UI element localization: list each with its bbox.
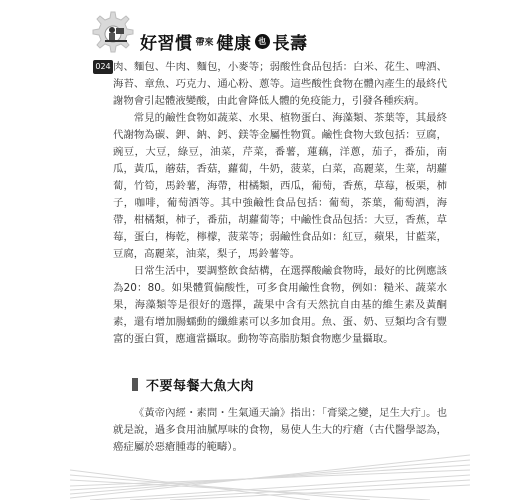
quote-paragraph: 《黃帝內經・素問・生氣通天論》指出：「膏粱之變，足生大疔」。也就是說，過多食用油膩厚味的食物，易使人生大的疔瘡（古代醫學認為，癌症屬於惡瘡腫毒的範疇）。	[113, 407, 447, 453]
header-title-part2: 健康	[216, 33, 252, 54]
page-number: 024	[93, 60, 113, 74]
running-header	[140, 30, 308, 52]
decorative-lines	[70, 450, 470, 500]
body-text	[113, 59, 447, 348]
paragraph-1: 肉、麵包、牛肉、麵包，小麥等；弱酸性食品包括：白米、花生、啤酒、海苔、章魚、巧克力、通心粉、蔥等。這些酸性食物在體內產生的最終代謝物會引起體液變酸，由此會降低人體的免疫能力，引發各種疾病。	[113, 61, 447, 107]
quote-text	[113, 405, 447, 456]
header-title-part1: 好習慣	[140, 33, 193, 54]
header-title-connector1: 帶來	[195, 37, 214, 48]
header-title-part3: 長壽	[272, 33, 308, 54]
section-heading: 不要每餐大魚大肉	[146, 379, 255, 394]
header-title-circle2: 也	[255, 34, 270, 49]
gear-icon	[85, 8, 137, 60]
paragraph-3: 日常生活中，要調整飲食結構，在選擇酸鹼食物時，最好的比例應該為20：80。如果體質偏酸性，可多食用鹼性食物，例如：糙米、蔬菜水果，海藻類等是很好的選擇，蔬果中含有天然抗自由基的維生素及黃酮素，還有增加腸蠕動的纖維素可以多加食用。魚、蛋、奶、豆類均含有豐富的蛋白質，應適當攝取。動物等高脂肪類食物應少量攝取。	[113, 265, 447, 345]
section-marker	[132, 378, 138, 391]
paragraph-2: 常見的鹼性食物如蔬菜、水果、植物蛋白、海藻類、茶葉等，其最終代謝物為碳、鉀、鈉、鈣、鎂等金屬性物質。鹼性食物大致包括：豆腐，豌豆，大豆，綠豆，油菜，芹菜，番薯，蓮藕，洋蔥，茄子，番茄，南瓜，黃瓜，蘑菇，香菇，蘿蔔，牛奶，菠菜，白菜，高麗菜，生菜，胡蘿蔔，竹筍，馬鈴薯，海帶，柑橘類，西瓜，葡萄，香蕉，草莓，板栗，柿子，咖啡，葡萄酒等。其中強鹼性食品包括：葡萄，茶葉，葡萄酒，海帶，柑橘類，柿子，番茄，胡蘿蔔等；中鹼性食品包括：大豆，香蕉，草莓，蛋白，梅乾，檸檬，菠菜等；弱鹼性食品如：紅豆，蘋果，甘藍菜，豆腐，高麗菜，油菜，梨子，馬鈴薯等。	[113, 112, 447, 260]
